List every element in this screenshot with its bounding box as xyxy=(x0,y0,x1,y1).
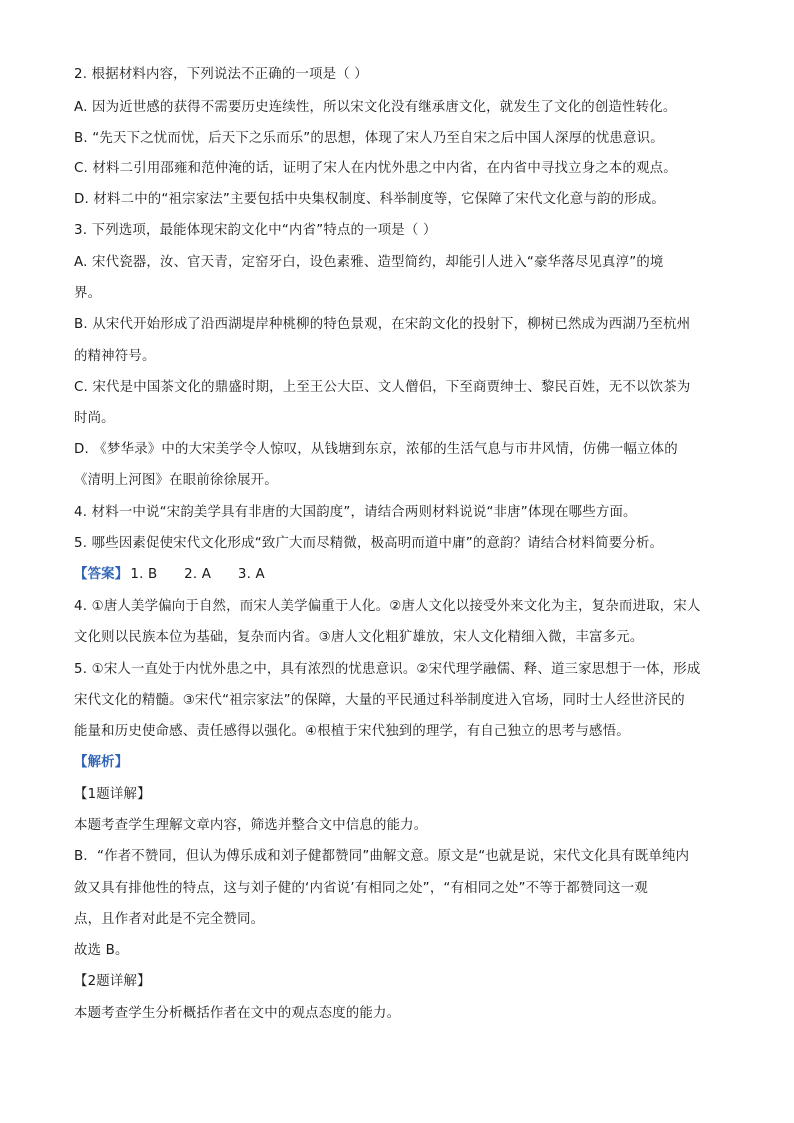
question-4: 4. 材料一中说“宋韵美学具有非唐的大国韵度”，请结合两则材料说说“非唐”体现在哪些方面。 xyxy=(74,505,637,520)
q3-option-c: C. 宋代是中国茶文化的鼎盛时期，上至王公大臣、文人僧侣，下至商贾绅士、黎民百姓，无不以饮茶为 xyxy=(74,380,691,395)
q2-detail-title: 【2题详解】 xyxy=(74,974,151,989)
q3-option-b-cont: 的精神符号。 xyxy=(74,349,156,364)
answer-choices: 1. B 2. A 3. A xyxy=(130,567,265,582)
q1-detail-line-5: 故选 B。 xyxy=(74,943,129,958)
q3-option-c-cont: 时尚。 xyxy=(74,411,115,426)
question-2-stem: 2. 根据材料内容，下列说法不正确的一项是（ ） xyxy=(74,67,368,82)
q2-option-a: A. 因为近世感的获得不需要历史连续性，所以宋文化没有继承唐文化，就发生了文化的创造性转化。 xyxy=(74,100,677,115)
q3-option-d-cont: 《清明上河图》在眼前徐徐展开。 xyxy=(74,473,278,488)
q1-detail-title: 【1题详解】 xyxy=(74,787,151,802)
analysis-label: 【解析】 xyxy=(74,755,129,770)
q1-detail-line-2: B．“作者不赞同，但认为傅乐成和刘子健都赞同”曲解文意。原文是“也就是说，宋代文化具有既单纯内 xyxy=(74,849,690,864)
answer-5-line-1: 5. ①宋人一直处于内忧外患之中，具有浓烈的忧患意识。②宋代理学融儒、释、道三家思想于一体，形成 xyxy=(74,662,701,677)
q1-detail-line-1: 本题考查学生理解文章内容，筛选并整合文中信息的能力。 xyxy=(74,818,428,833)
q2-option-b: B. “先天下之忧而忧，后天下之乐而乐”的思想，体现了宋人乃至自宋之后中国人深厚的忧患意识。 xyxy=(74,131,664,146)
question-3-stem: 3. 下列选项，最能体现宋韵文化中“内省”特点的一项是（ ） xyxy=(74,223,437,238)
answer-4-line-1: 4. ①唐人美学偏向于自然，而宋人美学偏重于人化。②唐人文化以接受外来文化为主，复杂而进取，宋人 xyxy=(74,599,701,614)
q2-option-c: C. 材料二引用邵雍和范仲淹的话，证明了宋人在内忧外患之中内省，在内省中寻找立身之本的观点。 xyxy=(74,161,677,176)
q3-option-b: B. 从宋代开始形成了沿西湖堤岸种桃柳的特色景观，在宋韵文化的投射下，柳树已然成为西湖乃至杭州 xyxy=(74,317,691,332)
answer-5-line-2: 宋代文化的精髓。③宋代“祖宗家法”的保障，大量的平民通过科举制度进入官场，同时士人经世济民的 xyxy=(74,693,685,708)
q3-option-d: D. 《梦华录》中的大宋美学令人惊叹，从钱塘到东京，浓郁的生活气息与市井风情，仿佛一幅立体的 xyxy=(74,442,678,457)
answer-line xyxy=(74,566,724,584)
answer-4-line-2: 文化则以民族本位为基础，复杂而内省。③唐人文化粗犷雄放，宋人文化精细入微，丰富多元。 xyxy=(74,630,644,645)
q3-option-a: A. 宋代瓷器，汝、官天青，定窑牙白，设色素雅、造型简约，却能引人进入“豪华落尽见真淳”的境 xyxy=(74,255,664,270)
q2-detail-line-1: 本题考查学生分析概括作者在文中的观点态度的能力。 xyxy=(74,1006,401,1021)
answer-label: 【答案】 xyxy=(74,567,129,582)
q2-option-d: D. 材料二中的“祖宗家法”主要包括中央集权制度、科举制度等，它保障了宋代文化意与韵的形成。 xyxy=(74,192,665,207)
q1-detail-line-3: 敛又具有排他性的特点，这与刘子健的‘内省说’有相同之处”，“有相同之处”不等于都赞同这一观 xyxy=(74,881,648,896)
q3-option-a-cont: 界。 xyxy=(74,286,102,301)
q1-detail-line-4: 点，且作者对此是不完全赞同。 xyxy=(74,912,265,927)
answer-5-line-3: 能量和历史使命感、责任感得以强化。④根植于宋代独到的理学，有自己独立的思考与感悟。 xyxy=(74,724,630,739)
question-5: 5. 哪些因素促使宋代文化形成“致广大而尽精微，极高明而道中庸”的意韵？请结合材料简要分析。 xyxy=(74,536,664,551)
